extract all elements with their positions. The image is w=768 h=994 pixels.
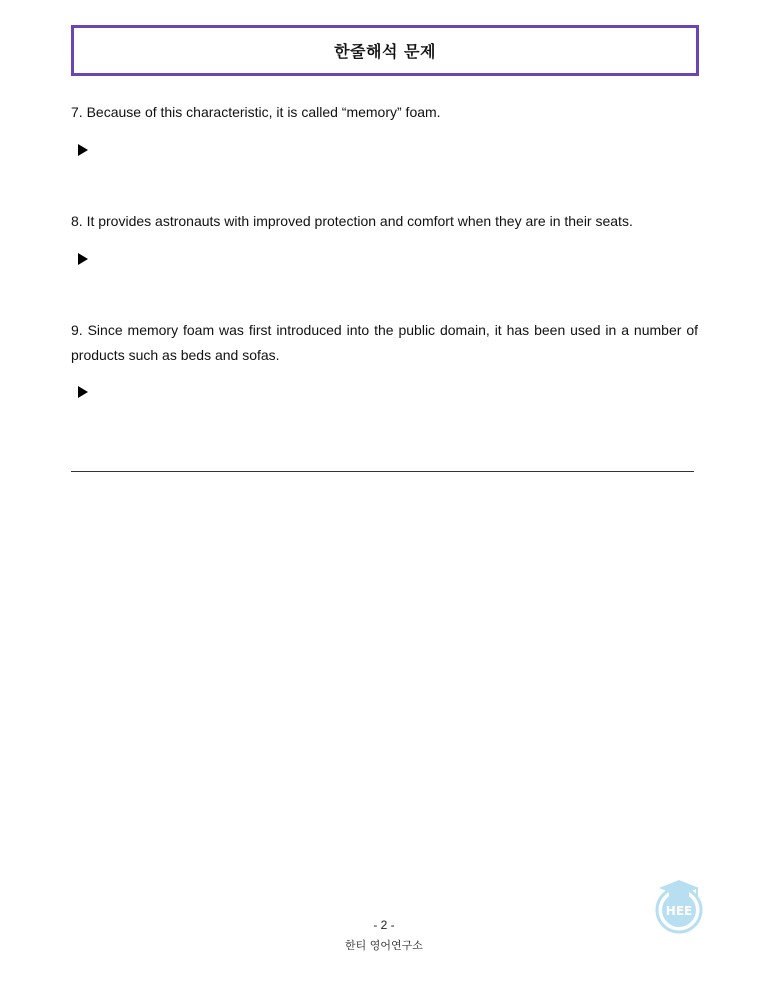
page-title: 한줄해석 문제 — [334, 42, 436, 61]
footer-organization: 한티 영어연구소 — [345, 939, 423, 952]
question-7: 7. Because of this characteristic, it is called “memory” foam. — [71, 104, 441, 120]
divider-line — [71, 471, 694, 472]
title-box — [71, 25, 699, 76]
page-number: - 2 - — [373, 918, 395, 932]
logo-text: HEE — [665, 904, 693, 918]
answer-marker-icon — [78, 386, 88, 398]
question-9: 9. Since memory foam was first introduced into the public domain, it has been used in a number of products such as beds and sofas. — [71, 322, 698, 363]
question-8: 8. It provides astronauts with improved protection and comfort when they are in their seats. — [71, 213, 633, 229]
answer-marker-icon — [78, 253, 88, 265]
answer-marker-icon — [78, 144, 88, 156]
